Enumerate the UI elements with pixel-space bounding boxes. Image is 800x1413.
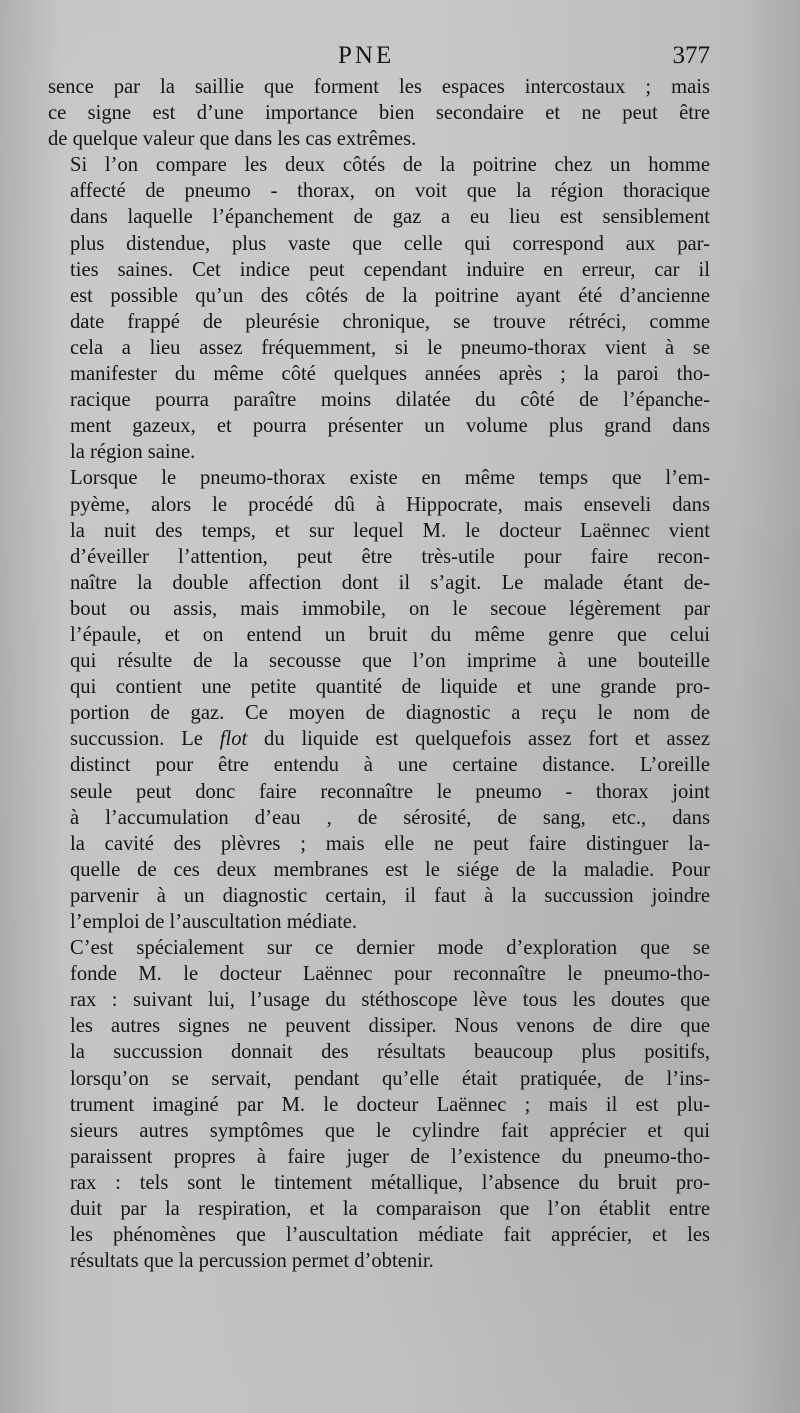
text-line: naître la double affection dont il s’agit. Le malade étant de- [70,571,710,594]
text-line: racique pourra paraître moins dilatée du côté de l’épanche- [70,389,710,412]
text-line: paraissent propres à faire juger de l’existence du pneumo-tho- [70,1145,710,1168]
text-line: la cavité des plèvres ; mais elle ne peut faire distinguer la- [70,832,710,855]
paragraph [48,74,710,152]
text-line: quelle de ces deux membranes est le siége de la maladie. Pour [70,858,710,881]
text-line: sieurs autres symptômes que le cylindre fait apprécier et qui [70,1119,710,1142]
text-line: seule peut donc faire reconnaître le pneumo - thorax joint [70,780,710,803]
text-line: la nuit des temps, et sur lequel M. le docteur Laënnec vient [70,519,710,542]
text-line: à l’accumulation d’eau , de sérosité, de sang, etc., dans [70,806,710,829]
text-line: qui contient une petite quantité de liquide et une grande pro- [70,676,710,699]
text-line: résultats que la percussion permet d’obtenir. [70,1250,434,1273]
text-line: ce signe est d’une importance bien secondaire et ne peut être [48,102,710,125]
text-line: fonde M. le docteur Laënnec pour reconnaître le pneumo-tho- [70,963,710,986]
text-line: manifester du même côté quelques années après ; la paroi tho- [70,363,710,386]
text-line: est possible qu’un des côtés de la poitrine ayant été d’ancienne [70,284,710,307]
text-line: rax : suivant lui, l’usage du stéthoscope lève tous les doutes que [70,989,710,1012]
text-line: bout ou assis, mais immobile, on le secoue légèrement par [70,597,710,620]
body-text [48,74,710,1274]
text-line: date frappé de pleurésie chronique, se trouve rétréci, comme [70,310,710,333]
text-line: dans laquelle l’épanchement de gaz a eu lieu est sensiblement [70,206,710,229]
text-line: duit par la respiration, et la comparaison que l’on établit entre [70,1198,710,1221]
text-line: les phénomènes que l’auscultation médiate fait apprécier, et les [70,1224,710,1247]
text-line: C’est spécialement sur ce dernier mode d’exploration que se [70,937,710,960]
text-line: l’épaule, et on entend un bruit du même genre que celui [70,623,710,646]
text-line: cela a lieu assez fréquemment, si le pneumo-thorax vient à se [70,336,710,359]
text-line: plus distendue, plus vaste que celle qui correspond aux par- [70,232,710,255]
text-line: rax : tels sont le tintement métallique, l’absence du bruit pro- [70,1171,710,1194]
text-line: sence par la saillie que forment les espaces intercostaux ; mais [48,76,710,98]
text-line: qui résulte de la secousse que l’on imprime à une bouteille [70,650,710,673]
text-line: lorsqu’on se servait, pendant qu’elle était pratiquée, de l’ins- [70,1067,710,1090]
text-line: Si l’on compare les deux côtés de la poitrine chez un homme [70,154,710,177]
text-line: succussion. Le flot du liquide est quelquefois assez fort et assez [70,728,710,751]
text-line: portion de gaz. Ce moyen de diagnostic a reçu le nom de [70,702,710,725]
text-line: pyème, alors le procédé dû à Hippocrate, mais enseveli dans [70,493,710,516]
text-line: l’emploi de l’auscultation médiate. [70,911,358,933]
text-line: ment gazeux, et pourra présenter un volume plus grand dans [70,415,710,438]
page-number: 377 [672,42,710,69]
text-line: trument imaginé par M. le docteur Laënnec ; mais il est plu- [70,1093,710,1116]
text-line: affecté de pneumo - thorax, on voit que la région thoracique [70,180,710,203]
paragraph [48,465,710,935]
paragraph [48,935,710,1274]
paragraph [48,152,710,465]
text-line: les autres signes ne peuvent dissiper. Nous venons de dire que [70,1015,710,1038]
text-line: Lorsque le pneumo-thorax existe en même temps que l’em- [70,467,710,490]
text-line: de quelque valeur que dans les cas extrêmes. [48,128,417,151]
running-head: PNE [338,42,395,69]
text-line: parvenir à un diagnostic certain, il faut à la succussion joindre [70,884,710,907]
text-line: d’éveiller l’attention, peut être très-utile pour faire recon- [70,545,710,568]
text-line: la succussion donnait des résultats beaucoup plus positifs, [70,1041,710,1064]
text-line: la région saine. [70,441,196,464]
text-line: distinct pour être entendu à une certaine distance. L’oreille [70,754,710,777]
page-header [48,42,710,72]
text-line: ties saines. Cet indice peut cependant induire en erreur, car il [70,258,710,281]
